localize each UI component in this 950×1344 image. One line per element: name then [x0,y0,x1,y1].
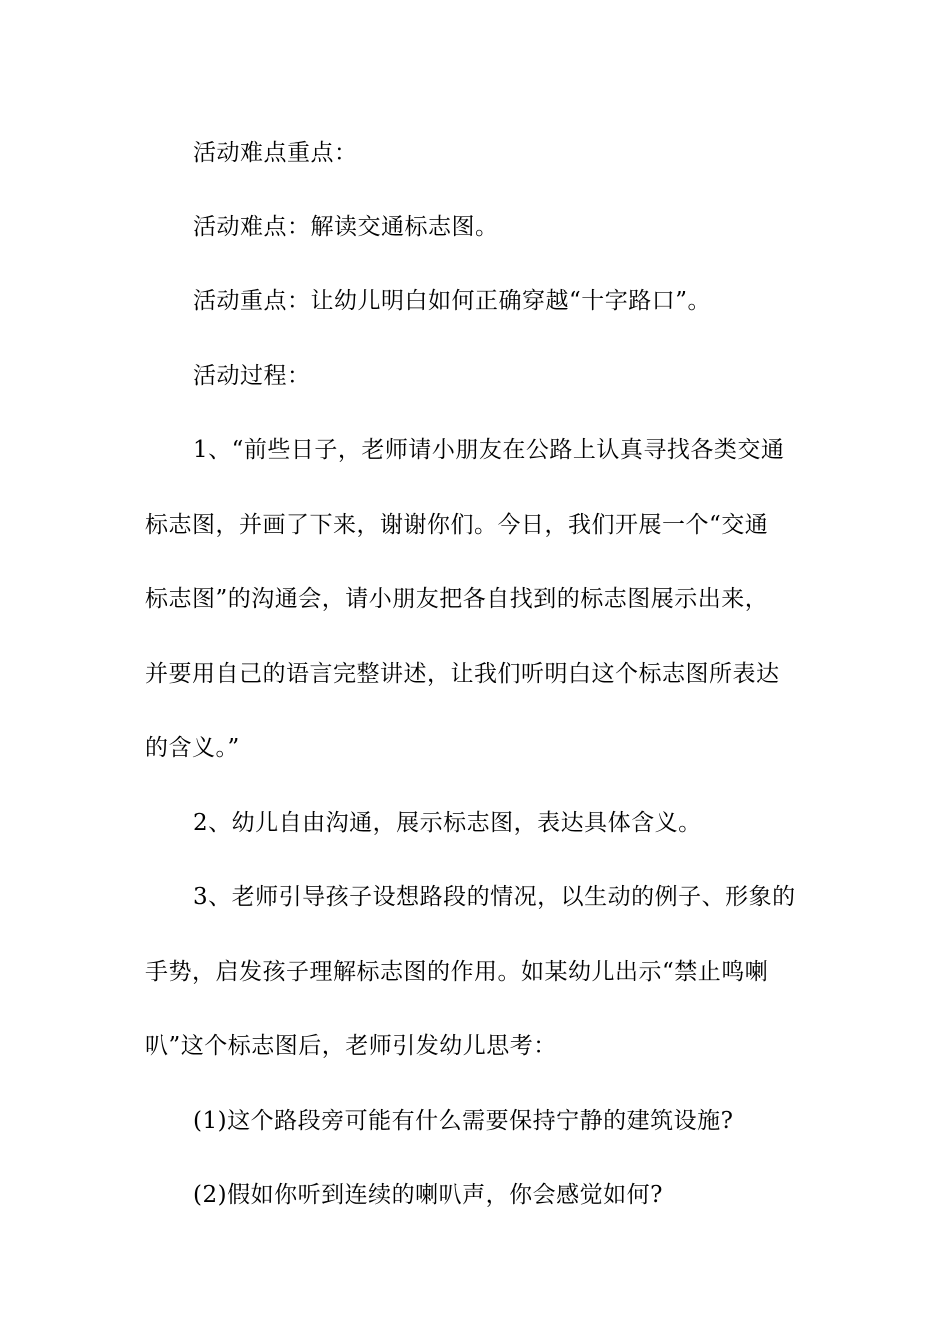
heading-difficulty-focus: 活动难点重点： [193,140,358,166]
paragraph-step1-line3: 标志图”的沟通会，请小朋友把各自找到的标志图展示出来， [145,586,769,612]
paragraph-step3-line3: 叭”这个标志图后，老师引发幼儿思考： [145,1033,557,1059]
paragraph-step1-line5: 的含义。” [145,735,240,761]
paragraph-step1-line2: 标志图，并画了下来，谢谢你们。今日，我们开展一个“交通 [145,512,769,538]
paragraph-step3-line2: 手势，启发孩子理解标志图的作用。如某幼儿出示“禁止鸣喇 [145,959,769,985]
paragraph-step2: 2、幼儿自由沟通，展示标志图，表达具体含义。 [193,810,702,836]
paragraph-focus: 活动重点：让幼儿明白如何正确穿越“十字路口”。 [193,288,712,314]
paragraph-step1-line1: 1、“前些日子，老师请小朋友在公路上认真寻找各类交通 [193,437,785,463]
heading-process: 活动过程： [193,363,311,389]
paragraph-difficulty: 活动难点：解读交通标志图。 [193,214,499,240]
question-1: (1)这个路段旁可能有什么需要保持宁静的建筑设施? [193,1108,734,1134]
paragraph-step3-line1: 3、老师引导孩子设想路段的情况，以生动的例子、形象的 [193,884,796,910]
paragraph-step1-line4: 并要用自己的语言完整讲述，让我们听明白这个标志图所表达 [145,661,780,687]
question-2: (2)假如你听到连续的喇叭声，你会感觉如何? [193,1182,663,1208]
